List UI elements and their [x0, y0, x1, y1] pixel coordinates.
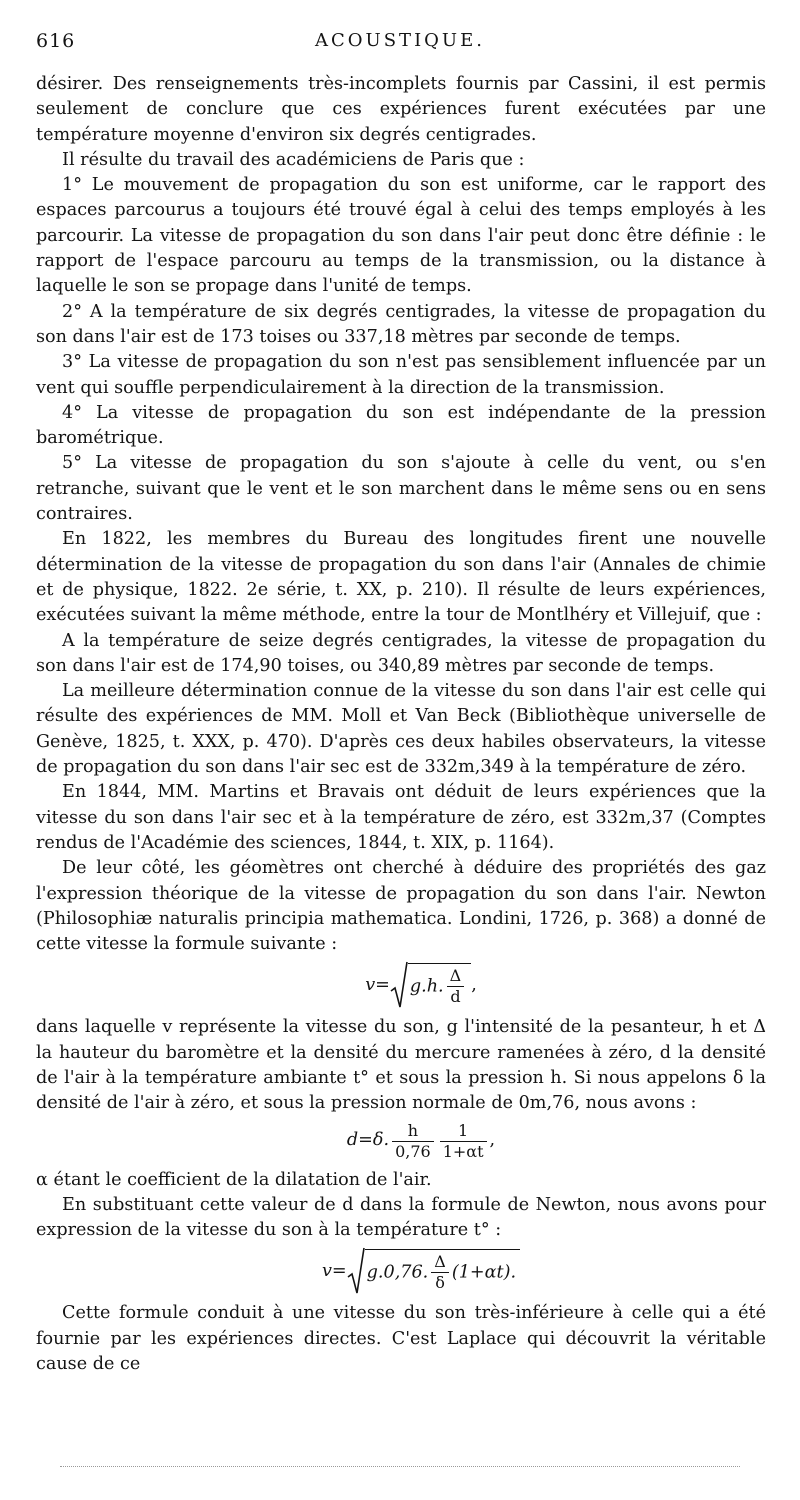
paragraph-4: 2° A la température de six degrés centigrades, la vitesse de propagation du son dans l'air est de 173 toises ou 337,18 mètres par seconde de temps.	[36, 301, 766, 347]
formula-corrected	[36, 1247, 766, 1295]
formula-density	[36, 1121, 766, 1162]
paragraph-9: A la température de seize degrés centigrades, la vitesse de propagation du son dans l'air est de 174,90 toises, ou 340,89 mètres par seconde de temps.	[36, 630, 766, 676]
paragraph-10: La meilleure détermination connue de la vitesse du son dans l'air est celle qui résulte des expériences de MM. Moll et Van Beck (Bibliothèque universelle de Genève, 1825, t. XXX, p. 470). D'après ces deux habiles observateurs, la vitesse de propagation du son dans l'air sec est de 332m,349 à la température de zéro.	[36, 681, 766, 778]
formula-corrected-lhs: v=	[321, 1260, 347, 1281]
formula-newton-lhs: v=	[365, 974, 390, 995]
formula-corrected-suffix: (1+αt).	[451, 1262, 517, 1283]
radical-sign	[390, 961, 408, 1009]
formula-newton-radicand	[408, 963, 471, 1007]
formula-density-fraction-2	[440, 1121, 487, 1162]
paragraph-5: 3° La vitesse de propagation du son n'est pas sensiblement influencée par un vent qui souffle perpendiculairement à la direction de la transmission.	[36, 352, 766, 398]
formula-density-lhs: d=δ.	[346, 1130, 390, 1151]
page-header	[36, 30, 764, 60]
formula-newton-fraction	[447, 966, 465, 1007]
formula-newton-prefix: g.h.	[409, 976, 444, 997]
page-number: 616	[36, 30, 76, 52]
formula-newton-numerator: Δ	[447, 966, 465, 987]
formula-newton	[36, 961, 766, 1009]
formula-corrected-radicand	[365, 1249, 520, 1293]
formula-density-numerator-1: h	[392, 1121, 434, 1142]
formula-corrected-numerator: Δ	[431, 1252, 449, 1273]
formula-density-fraction-1	[392, 1121, 434, 1162]
page-body	[36, 72, 766, 1377]
paragraph-8: En 1822, les membres du Bureau des longitudes firent une nouvelle détermination de la vitesse de propagation du son dans l'air (Annales de chimie et de physique, 1822. 2e série, t. XX, p. 210). Il résulte de leurs expériences, exécutées suivant la même méthode, entre la tour de Montlhéry et Villejuif, que :	[36, 529, 766, 626]
running-title: ACOUSTIQUE.	[315, 30, 485, 51]
formula-density-numerator-2: 1	[440, 1121, 487, 1142]
formula-corrected-denominator: δ	[435, 1273, 445, 1293]
formula-density-denominator-2: 1+αt	[442, 1141, 484, 1161]
paragraph-11: En 1844, MM. Martins et Bravais ont déduit de leurs expériences que la vitesse du son dans l'air sec et à la température de zéro, est 332m,37 (Comptes rendus de l'Académie des sciences, 1844, t. XIX, p. 1164).	[36, 782, 766, 853]
radical-sign	[347, 1247, 365, 1295]
paragraph-3: 1° Le mouvement de propagation du son est uniforme, car le rapport des espaces parcourus a toujours été trouvé égal à celui des temps employés à les parcourir. La vitesse de propagation du son dans l'air peut donc être définie : le rapport de l'espace parcouru au temps de la transmission, ou la distance à laquelle le son se propage dans l'unité de temps.	[36, 175, 766, 297]
formula-density-tail: ,	[489, 1130, 496, 1151]
paragraph-14: α étant le coefficient de la dilatation de l'air.	[36, 1169, 432, 1190]
paragraph-7: 5° La vitesse de propagation du son s'ajoute à celle du vent, ou s'en retranche, suivant que le vent et le son marchent dans le même sens ou en sens contraires.	[36, 453, 766, 525]
paragraph-16: Cette formule conduit à une vitesse du son très-inférieure à celle qui a été fournie par les expériences directes. C'est Laplace qui découvrit la véritable cause de ce	[36, 1303, 766, 1375]
paragraph-12: De leur côté, les géomètres ont cherché à déduire des propriétés des gaz l'expression théorique de la vitesse de propagation du son dans l'air. Newton (Philosophiæ naturalis principia mathematica. Londini, 1726, p. 368) a donné de cette vitesse la formule suivante :	[36, 858, 766, 955]
formula-density-denominator-1: 0,76	[395, 1141, 431, 1161]
formula-newton-denominator: d	[450, 987, 461, 1007]
paragraph-2: Il résulte du travail des académiciens de Paris que :	[62, 149, 525, 170]
paragraph-1: désirer. Des renseignements très-incomplets fournis par Cassini, il est permis seulement de conclure que ces expériences furent exécutées par une température moyenne d'environ six degrés centigrades.	[36, 74, 766, 145]
paragraph-15: En substituant cette valeur de d dans la formule de Newton, nous avons pour expression de la vitesse du son à la température t° :	[36, 1194, 766, 1241]
footer-dotted-rule	[60, 1466, 740, 1467]
paragraph-6: 4° La vitesse de propagation du son est indépendante de la pression barométrique.	[36, 402, 766, 449]
formula-newton-tail: ,	[471, 974, 477, 995]
formula-corrected-fraction	[431, 1252, 449, 1293]
formula-corrected-prefix: g.0,76.	[366, 1262, 429, 1283]
paragraph-13: dans laquelle v représente la vitesse du son, g l'intensité de la pesanteur, h et Δ la hauteur du baromètre et la densité du mercure ramenées à zéro, d la densité de l'air à la température ambiante t° et sous la pression h. Si nous appelons δ la densité de l'air à zéro, et sous la pression normale de 0m,76, nous avons :	[36, 1017, 766, 1114]
